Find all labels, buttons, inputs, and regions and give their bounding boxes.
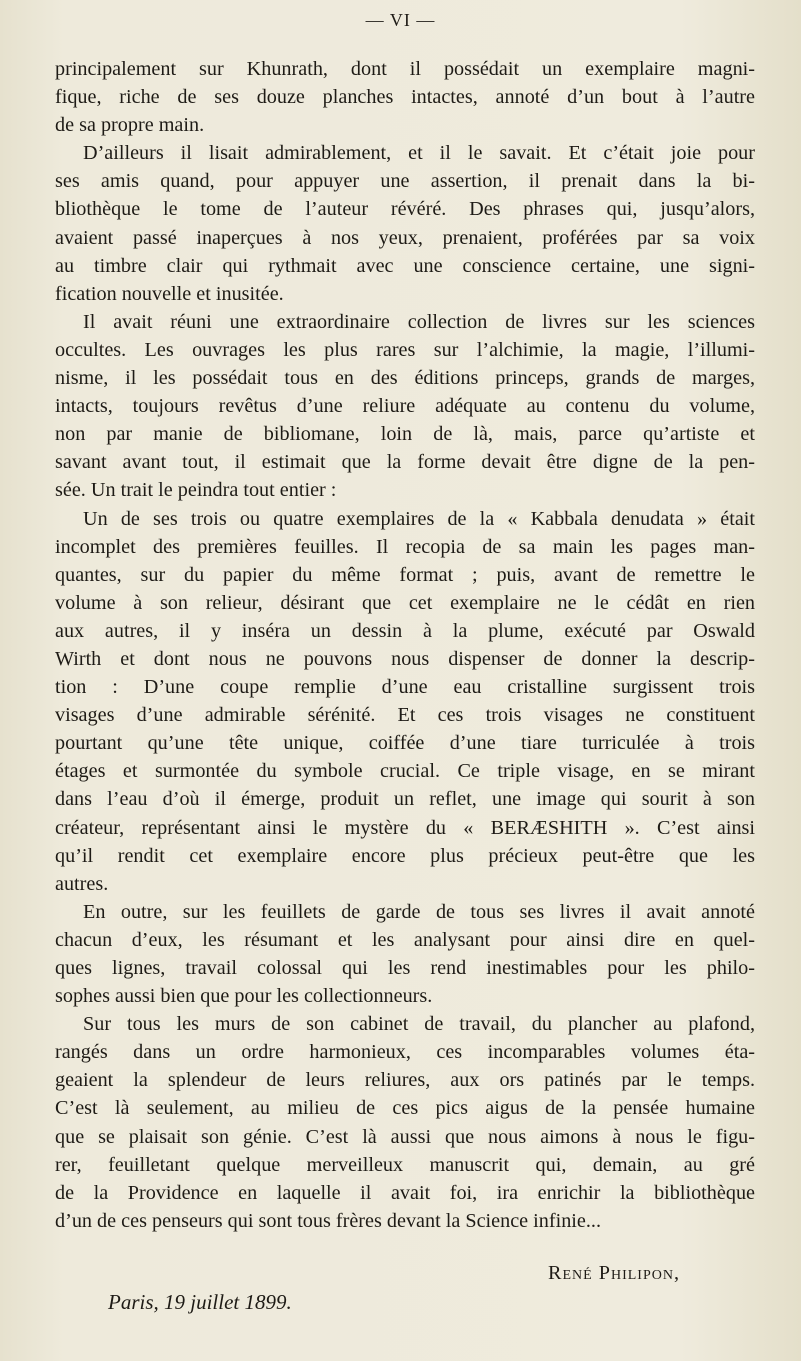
text-line: principalement sur Khunrath, dont il possédait un exemplaire magni- [55,58,755,80]
text-line: ses amis quand, pour appuyer une assertion, il prenait dans la bi- [55,170,755,193]
text-line: autres. [55,872,109,895]
text-line: tion : D’une coupe remplie d’une eau cristalline surgissent trois [55,676,755,699]
text-line: occultes. Les ouvrages les plus rares sur l’alchimie, la magie, l’illumi- [55,338,755,361]
text-line: volume à son relieur, désirant que cet exemplaire ne le cédât en rien [55,591,755,614]
text-line: Un de ses trois ou quatre exemplaires de la « Kabbala denudata » était [83,507,755,530]
text-line: de sa propre main. [55,114,205,137]
text-line: quantes, sur du papier du même format ; puis, avant de remettre le [55,563,755,586]
text-line: Sur tous les murs de son cabinet de travail, du plancher au plafond, [83,1013,755,1036]
text-line: étages et surmontée du symbole crucial. Ce triple visage, en se mirant [55,760,755,783]
text-line: au timbre clair qui rythmait avec une conscience certaine, une signi- [55,254,755,277]
text-line: dans l’eau d’où il émerge, produit un reflet, une image qui sourit à son [55,788,755,811]
text-line: pourtant qu’une tête unique, coiffée d’une tiare turriculée à trois [55,732,755,755]
text-line: créateur, représentant ainsi le mystère du « BERÆSHITH ». C’est ainsi [55,816,755,839]
text-line: avaient passé inaperçues à nos yeux, prenaient, proférées par sa voix [55,226,755,249]
text-line: nisme, il les possédait tous en des éditions princeps, grands de marges, [55,367,755,390]
text-line: ques lignes, travail colossal qui les rend inestimables pour les philo- [55,957,755,979]
text-line: geaient la splendeur de leurs reliures, aux ors patinés par le temps. [55,1069,755,1092]
text-line: Il avait réuni une extraordinaire collection de livres sur les sciences [83,310,755,333]
text-line: Wirth et dont nous ne pouvons nous dispenser de donner la descrip- [55,647,755,670]
text-line: qu’il rendit cet exemplaire encore plus précieux peut-être que les [55,844,755,867]
author-signature: René Philipon, [548,1262,680,1284]
text-line: rangés dans un ordre harmonieux, ces incomparables volumes éta- [55,1041,755,1064]
text-line: aux autres, il y inséra un dessin à la plume, exécuté par Oswald [55,619,755,642]
text-line: intacts, toujours revêtus d’une reliure adéquate au contenu du volume, [55,395,755,418]
text-line: non par manie de bibliomane, loin de là, mais, parce qu’artiste et [55,423,755,446]
text-line: bliothèque le tome de l’auteur révéré. Des phrases qui, jusqu’alors, [55,198,755,221]
text-line: savant avant tout, il estimait que la forme devait être digne de la pen- [55,451,755,474]
text-line: que se plaisait son génie. C’est là aussi que nous aimons à nous le figu- [55,1125,755,1148]
text-line: d’un de ces penseurs qui sont tous frères devant la Science infinie... [55,1209,602,1232]
text-line: sophes aussi bien que pour les collectionneurs. [55,985,433,1008]
text-line: incomplet des premières feuilles. Il recopia de sa main les pages man- [55,535,755,558]
text-line: D’ailleurs il lisait admirablement, et il le savait. Et c’était joie pour [83,142,755,165]
body-text [55,55,755,1235]
text-line: En outre, sur les feuillets de garde de tous ses livres il avait annoté [83,900,755,923]
text-line: C’est là seulement, au milieu de ces pics aigus de la pensée humaine [55,1097,755,1120]
text-line: fication nouvelle et inusitée. [55,282,284,305]
text-line: fique, riche de ses douze planches intactes, annoté d’un bout à l’autre [55,86,755,109]
text-line: rer, feuilletant quelque merveilleux manuscrit qui, demain, au gré [55,1153,755,1176]
dateline: Paris, 19 juillet 1899. [108,1290,292,1314]
text-line: visages d’une admirable sérénité. Et ces trois visages ne constituent [55,704,755,727]
text-line: chacun d’eux, les résumant et les analysant pour ainsi dire en quel- [55,928,755,951]
page-number: — VI — [365,10,436,30]
text-line: de la Providence en laquelle il avait foi, ira enrichir la bibliothèque [55,1181,755,1204]
text-line: sée. Un trait le peindra tout entier : [55,479,337,502]
